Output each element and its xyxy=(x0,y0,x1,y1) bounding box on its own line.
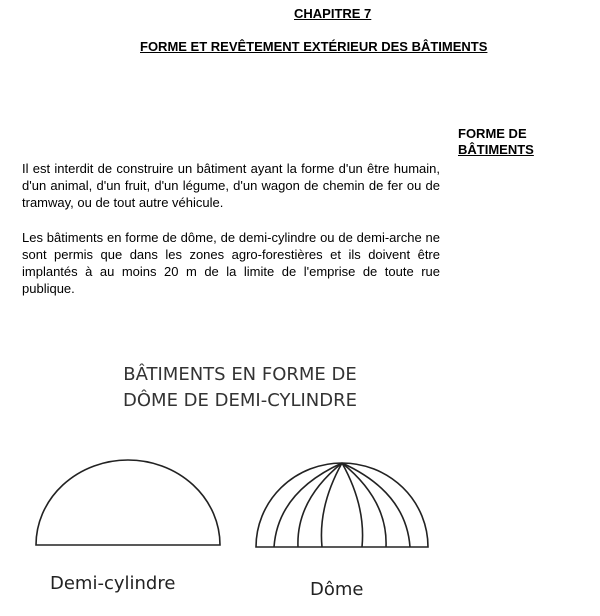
building-shapes-figure xyxy=(20,350,440,616)
paragraph-dome-rules: Les bâtiments en forme de dôme, de demi-cylindre ou de demi-arche ne sont permis que dans les zones agro-forestières et ils doivent être implantés à au moins 20 m de la limite de l'emprise de toute rue publique. xyxy=(22,230,440,296)
chapter-heading: CHAPITRE 7 xyxy=(294,6,372,21)
dome-label: Dôme xyxy=(310,579,364,600)
dome-rib xyxy=(342,463,363,547)
side-heading-line1: FORME DE xyxy=(458,126,527,141)
figure-title-line2: DÔME DE DEMI-CYLINDRE xyxy=(123,390,357,411)
dome-rib xyxy=(274,463,342,547)
dome-rib xyxy=(342,463,410,547)
dome-ribs xyxy=(274,463,410,547)
section-title: FORME ET REVÊTEMENT EXTÉRIEUR DES BÂTIMENTS xyxy=(140,39,488,54)
side-heading xyxy=(458,126,568,158)
dome-rib xyxy=(321,463,342,547)
dome-outline xyxy=(256,463,428,547)
stroke-group xyxy=(36,460,428,547)
demi-cylindre-shape xyxy=(36,460,220,545)
paragraph-forbidden-shapes: Il est interdit de construire un bâtiment ayant la forme d'un être humain, d'un animal, d'un fruit, d'un légume, d'un wagon de chemin de fer ou de tramway, ou de tout autre véhicule. xyxy=(22,161,440,210)
figure-title-line1: BÂTIMENTS EN FORME DE xyxy=(123,364,357,385)
side-heading-line2: BÂTIMENTS xyxy=(458,142,534,157)
demi-cylindre-label: Demi-cylindre xyxy=(50,573,176,594)
